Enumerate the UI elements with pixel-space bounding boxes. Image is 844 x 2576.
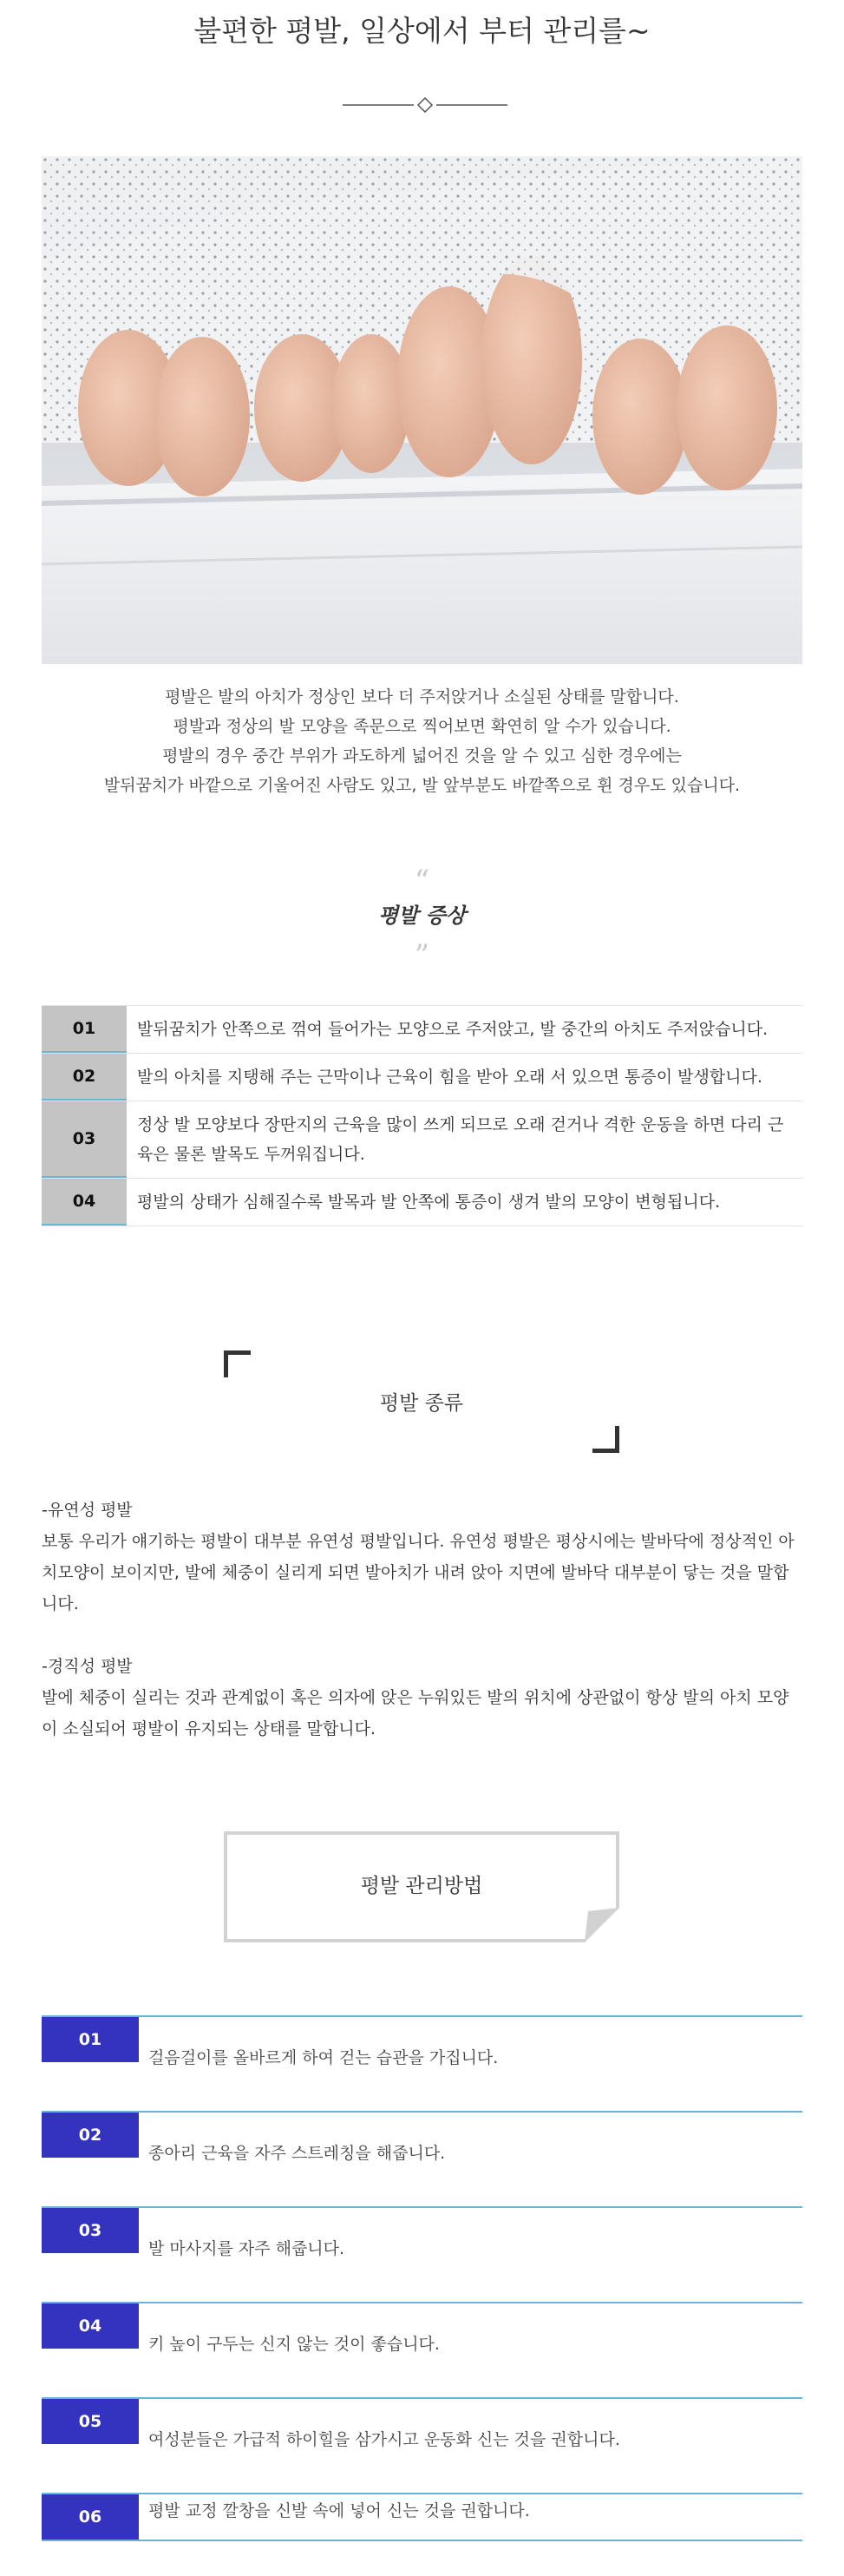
intro-text bbox=[0, 682, 844, 800]
list-item bbox=[42, 2111, 802, 2173]
divider bbox=[42, 2397, 802, 2399]
corner-bracket-icon bbox=[224, 1350, 251, 1377]
flexible-heading: -유연성 평발 bbox=[42, 1501, 133, 1520]
list-item bbox=[42, 2397, 802, 2460]
row-number: 01 bbox=[42, 1006, 127, 1053]
divider bbox=[42, 2540, 802, 2541]
list-item bbox=[42, 2302, 802, 2364]
divider bbox=[42, 2015, 802, 2017]
intro-line: 평발의 경우 중간 부위가 과도하게 넓어진 것을 알 수 있고 심한 경우에는 bbox=[162, 746, 682, 766]
rigid-description: 발에 체중이 실리는 것과 관계없이 혹은 의자에 앉은 누워있든 발의 위치에 상관없이 항상 발의 아치 모양이 소실되어 평발이 유지되는 상태를 말합니다. bbox=[42, 1688, 789, 1738]
divider bbox=[42, 2302, 802, 2303]
item-number: 02 bbox=[42, 2113, 139, 2158]
types-title: 평발 종류 bbox=[379, 1392, 464, 1415]
list-item bbox=[42, 2015, 802, 2078]
row-number: 04 bbox=[42, 1179, 127, 1226]
item-text: 종아리 근육을 자주 스트레칭을 해줍니다. bbox=[148, 2144, 446, 2163]
care-title: 평발 관리방법 bbox=[360, 1875, 483, 1897]
page-title: 불편한 평발, 일상에서 부터 관리를~ bbox=[193, 14, 651, 48]
rigid-heading: -경직성 평발 bbox=[42, 1657, 133, 1676]
types-text bbox=[42, 1495, 802, 1745]
item-number: 01 bbox=[42, 2017, 139, 2062]
flexible-description: 보통 우리가 얘기하는 평발이 대부분 유연성 평발입니다. 유연성 평발은 평상시에는 발바닥에 정상적인 아치모양이 보이지만, 발에 체중이 실리게 되면 발아치가 내려 앉아 지면에 발바닥 대부분이 닿는 것을 말합니다. bbox=[42, 1532, 795, 1613]
item-number: 03 bbox=[42, 2208, 139, 2253]
item-text: 평발 교정 깔창을 신발 속에 넣어 신는 것을 권합니다. bbox=[148, 2501, 530, 2520]
item-text: 발 마사지를 자주 해줍니다. bbox=[148, 2239, 345, 2258]
feet-under-blanket-photo bbox=[42, 156, 802, 664]
care-heading-box bbox=[224, 1831, 619, 1942]
item-number: 04 bbox=[42, 2303, 139, 2349]
row-text: 발뒤꿈치가 안쪽으로 꺾여 들어가는 모양으로 주저앉고, 발 중간의 아치도 주저앉습니다. bbox=[137, 1020, 769, 1039]
intro-line: 평발과 정상의 발 모양을 족문으로 찍어보면 확연히 알 수가 있습니다. bbox=[173, 717, 671, 736]
row-text: 발의 아치를 지탱해 주는 근막이나 근육이 힘을 받아 오래 서 있으면 통증이 발생합니다. bbox=[137, 1068, 762, 1087]
diamond-divider-icon bbox=[343, 97, 507, 113]
types-heading-box bbox=[224, 1350, 619, 1453]
divider bbox=[42, 2493, 802, 2494]
quote-open-icon: “ bbox=[414, 864, 430, 898]
page-fold-icon bbox=[585, 1908, 619, 1942]
divider bbox=[42, 2206, 802, 2208]
intro-line: 발뒤꿈치가 바깥으로 기울어진 사람도 있고, 발 앞부분도 바깥쪽으로 휜 경우도 있습니다. bbox=[103, 776, 741, 795]
row-text: 평발의 상태가 심해질수록 발목과 발 안쪽에 통증이 생겨 발의 모양이 변형됩니다. bbox=[137, 1193, 721, 1212]
symptoms-table bbox=[42, 1005, 802, 1226]
symptoms-title: 평발 증상 bbox=[377, 903, 467, 928]
table-row bbox=[42, 1179, 802, 1226]
item-text: 여성분들은 가급적 하이힐을 삼가시고 운동화 신는 것을 권합니다. bbox=[148, 2430, 620, 2449]
row-number: 03 bbox=[42, 1101, 127, 1178]
intro-line: 평발은 발의 아치가 정상인 보다 더 주저앉거나 소실된 상태를 말합니다. bbox=[165, 687, 679, 706]
list-item bbox=[42, 2206, 802, 2269]
item-text: 걸음걸이를 올바르게 하여 걷는 습관을 가집니다. bbox=[148, 2048, 499, 2067]
table-row bbox=[42, 1101, 802, 1179]
row-text: 정상 발 모양보다 장딴지의 근육을 많이 쓰게 되므로 오래 걷거나 격한 운동을 하면 다리 근육은 물론 발목도 두꺼워집니다. bbox=[137, 1115, 784, 1164]
table-row bbox=[42, 1054, 802, 1101]
corner-bracket-icon bbox=[592, 1426, 619, 1453]
divider bbox=[42, 2111, 802, 2113]
list-item bbox=[42, 2493, 802, 2555]
item-number: 06 bbox=[42, 2494, 139, 2540]
quote-close-icon: ” bbox=[414, 938, 430, 973]
item-number: 05 bbox=[42, 2399, 139, 2444]
hero-image bbox=[42, 156, 802, 664]
row-number: 02 bbox=[42, 1054, 127, 1101]
item-text: 키 높이 구두는 신지 않는 것이 좋습니다. bbox=[148, 2335, 440, 2354]
table-row bbox=[42, 1005, 802, 1054]
